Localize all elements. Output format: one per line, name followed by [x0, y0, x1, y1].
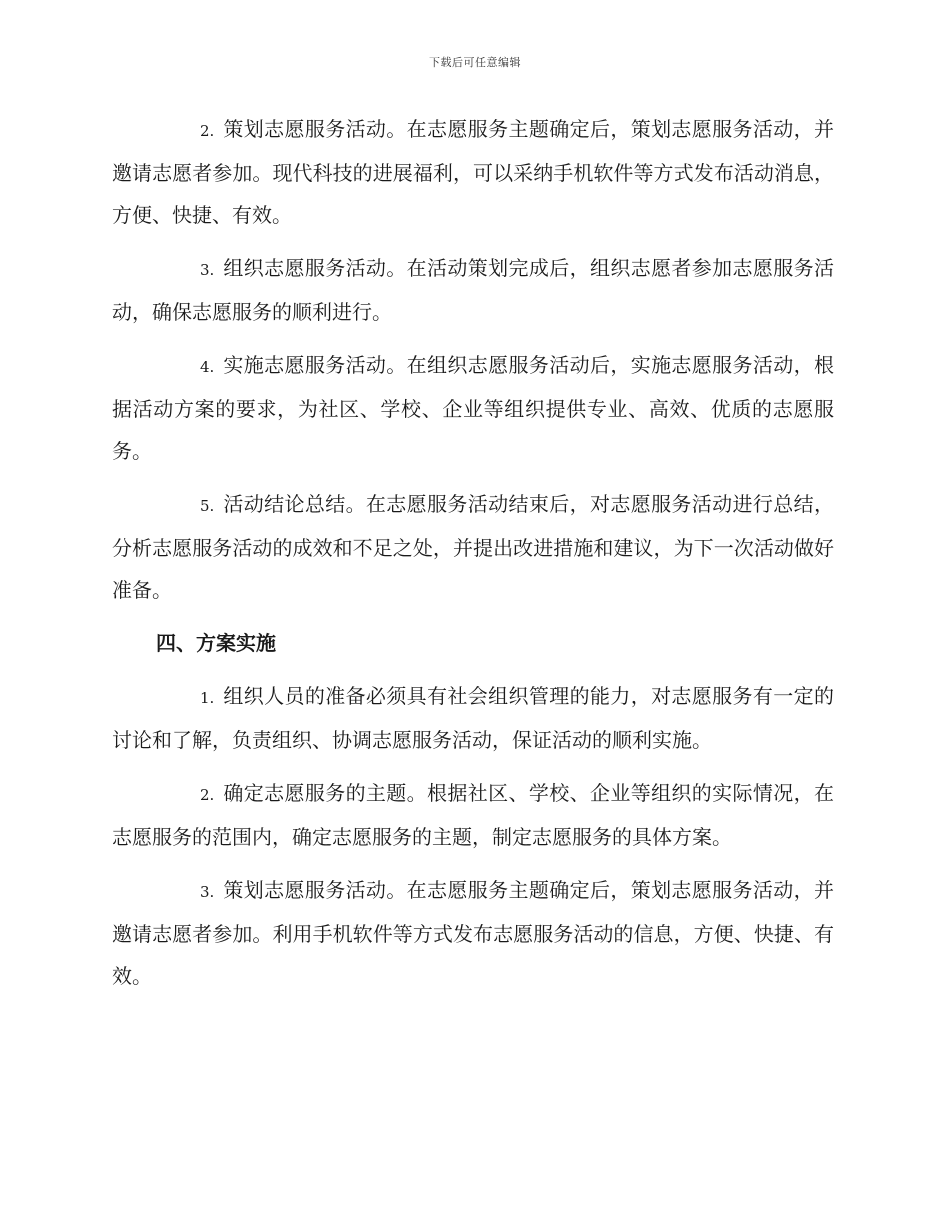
item-number: 5. [200, 497, 215, 515]
item-number: 2. [200, 122, 215, 140]
item-text: 确定志愿服务的主题。根据社区、学校、企业等组织的实际情况，在志愿服务的范围内，确定志愿服务的主题，制定志愿服务的具体方案。 [112, 781, 834, 849]
item-text: 策划志愿服务活动。在志愿服务主题确定后，策划志愿服务活动，并邀请志愿者参加。利用手机软件等方式发布志愿服务活动的信息，方便、快捷、有效。 [112, 878, 834, 988]
item-number: 1. [200, 689, 215, 707]
item-text: 组织人员的准备必须具有社会组织管理的能力，对志愿服务有一定的讨论和了解，负责组织、协调志愿服务活动，保证活动的顺利实施。 [112, 684, 834, 752]
list-item [112, 108, 834, 236]
list-item [112, 247, 834, 333]
list-item [112, 483, 834, 611]
item-text: 组织志愿服务活动。在活动策划完成后，组织志愿者参加志愿服务活动，确保志愿服务的顺利进行。 [112, 256, 834, 324]
section-heading: 四、方案实施 [156, 631, 276, 655]
item-text: 活动结论总结。在志愿服务活动结束后，对志愿服务活动进行总结，分析志愿服务活动的成效和不足之处，并提出改进措施和建议，为下一次活动做好准备。 [112, 492, 834, 602]
item-number: 3. [200, 261, 215, 279]
header-note: 下载后可任意编辑 [429, 56, 521, 69]
item-number: 2. [200, 786, 215, 804]
list-item [112, 869, 834, 997]
list-item [112, 675, 834, 761]
document-body [112, 108, 834, 1008]
list-item [112, 772, 834, 858]
item-text: 实施志愿服务活动。在组织志愿服务活动后，实施志愿服务活动，根据活动方案的要求，为社区、学校、企业等组织提供专业、高效、优质的志愿服务。 [112, 353, 834, 463]
item-number: 4. [200, 358, 215, 376]
item-number: 3. [200, 883, 215, 901]
item-text: 策划志愿服务活动。在志愿服务主题确定后，策划志愿服务活动，并邀请志愿者参加。现代科技的进展福利，可以采纳手机软件等方式发布活动消息，方便、快捷、有效。 [112, 117, 834, 227]
list-item [112, 344, 834, 472]
